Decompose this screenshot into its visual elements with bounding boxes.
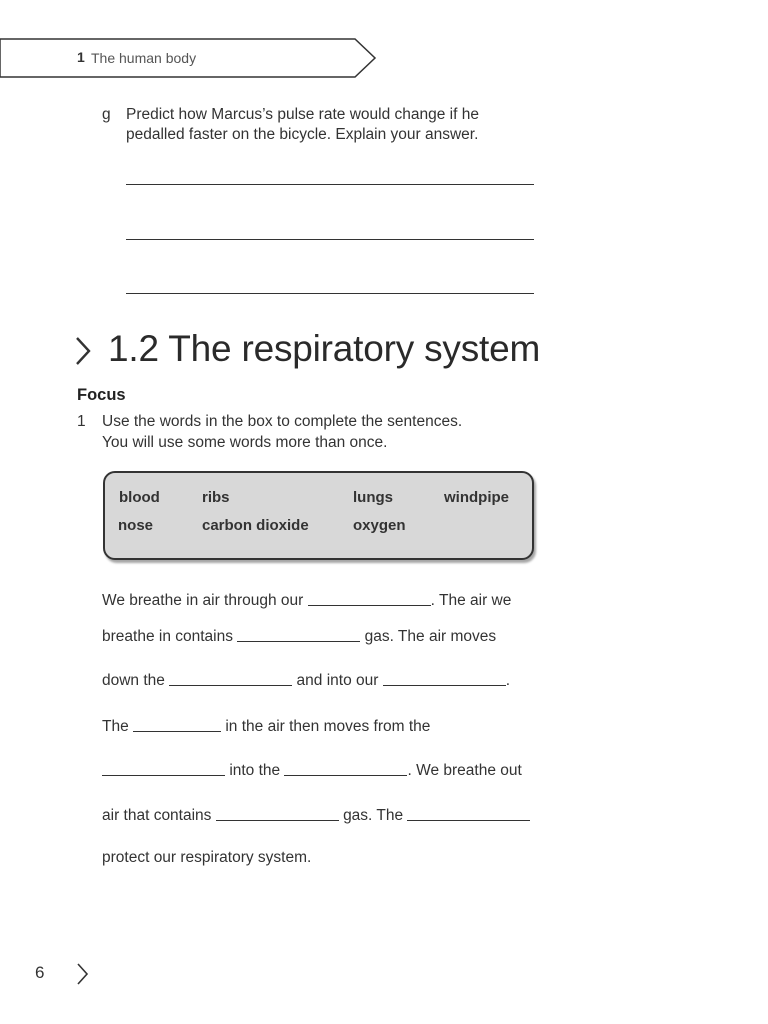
sentence-line-3 [102,669,510,690]
page-number: 6 [35,963,45,982]
answer-blank[interactable] [383,669,506,686]
sentence-text: . [505,672,511,689]
word-nose: nose [118,517,154,534]
sentence-text: breathe in contains [102,628,233,645]
answer-line[interactable] [126,184,534,185]
sentence-line-7 [102,849,311,867]
question-g-line-2: pedalled faster on the bicycle. Explain your answer. [126,126,479,143]
sentence-line-6 [102,804,530,825]
answer-blank[interactable] [102,759,225,776]
question-g-line-1: Predict how Marcus’s pulse rate would change if he [126,106,479,123]
word-box [103,471,534,560]
chapter-number: 1 [77,49,85,65]
next-page-chevron-icon[interactable] [76,962,90,991]
word-lungs: lungs [353,489,393,506]
answer-blank[interactable] [133,715,221,732]
word-ribs: ribs [202,489,230,506]
sentence-text: . The air we [430,592,512,609]
sentence-text: in the air then moves from the [225,718,431,735]
chapter-title: The human body [91,50,197,66]
sentence-text: The [102,718,129,735]
question-1-line-1: Use the words in the box to complete the sentences. [102,413,463,430]
answer-blank[interactable] [216,804,339,821]
focus-heading: Focus [77,386,126,404]
answer-blank[interactable] [407,804,530,821]
word-carbon-dioxide: carbon dioxide [202,517,309,534]
word-blood: blood [119,489,160,506]
sentence-text: . We breathe out [407,762,522,779]
sentence-line-2 [102,625,496,646]
answer-blank[interactable] [169,669,292,686]
sentence-line-1 [102,589,511,610]
sentence-text: air that contains [102,807,212,824]
question-g-letter: g [102,106,111,123]
sentence-text: We breathe in air through our [102,592,304,609]
sentence-text: gas. The [343,807,404,824]
section-chevron-icon [74,336,92,371]
answer-blank[interactable] [284,759,407,776]
question-1-line-2: You will use some words more than once. [102,434,388,451]
answer-line[interactable] [126,293,534,294]
question-1-number: 1 [77,413,86,430]
sentence-line-5 [102,759,522,780]
sentence-text: and into our [296,672,379,689]
answer-blank[interactable] [237,625,360,642]
chapter-header-tab [0,38,380,78]
sentence-text: protect our respiratory system. [102,849,312,866]
answer-line[interactable] [126,239,534,240]
sentence-text: into the [229,762,281,779]
word-windpipe: windpipe [444,489,509,506]
sentence-text: down the [102,672,165,689]
word-oxygen: oxygen [353,517,406,534]
sentence-text: gas. The air moves [364,628,497,645]
answer-blank[interactable] [308,589,431,606]
section-title: 1.2 The respiratory system [108,328,541,369]
sentence-line-4 [102,715,430,736]
